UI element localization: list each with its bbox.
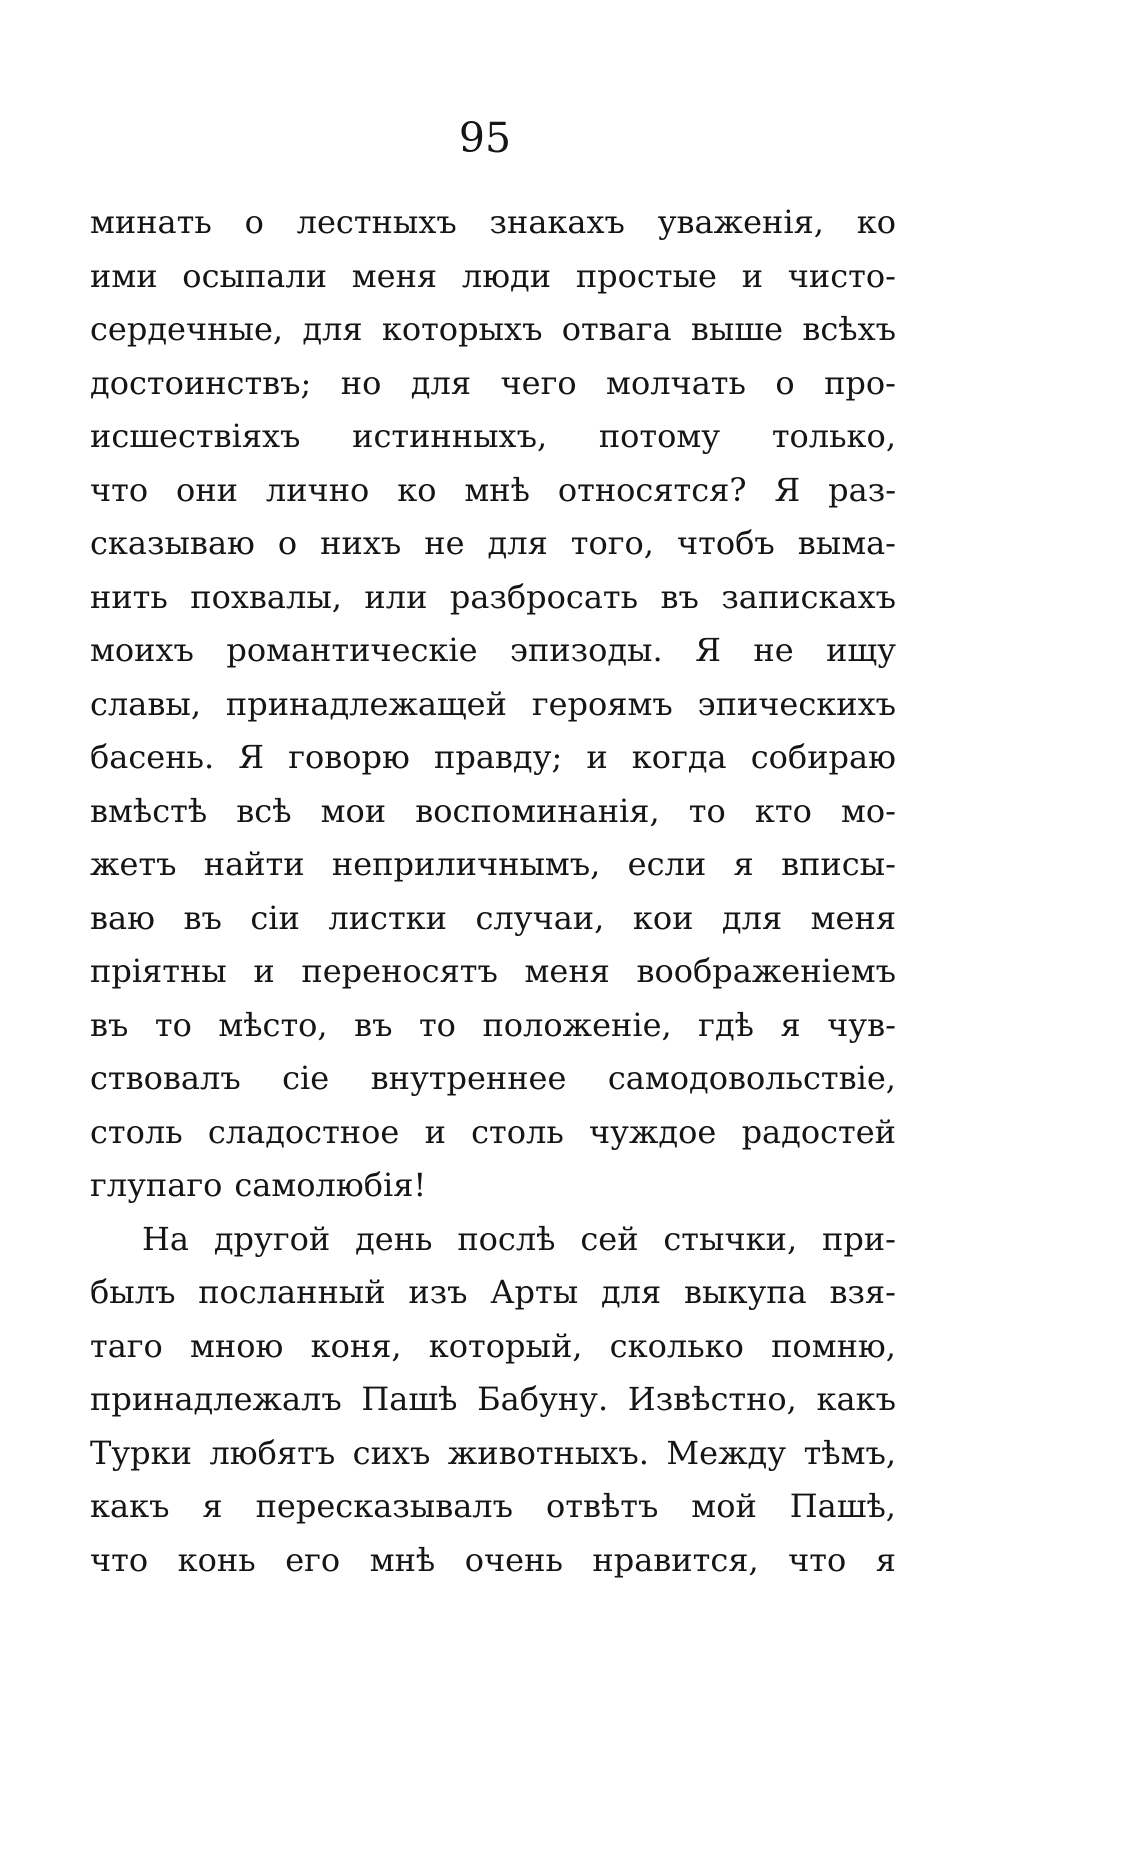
word: и (741, 256, 764, 295)
word: чув- (827, 1005, 896, 1044)
text-line (90, 999, 896, 1053)
word: кто (754, 791, 812, 830)
word: стычки, (663, 1219, 798, 1258)
text-line (90, 1534, 896, 1588)
word: самолюбія! (234, 1166, 427, 1204)
word: и (424, 1112, 446, 1151)
word: столь (90, 1112, 183, 1151)
word: послѣ (457, 1219, 556, 1258)
word: то (688, 791, 726, 830)
word: мѣсто, (218, 1005, 328, 1044)
text-line (90, 785, 896, 839)
word: Я (774, 470, 801, 509)
word: въ (183, 898, 222, 937)
word: или (364, 577, 428, 616)
word: нить (90, 577, 168, 616)
word: всѣ (236, 791, 292, 830)
word: изъ (408, 1273, 468, 1311)
text-line (90, 303, 896, 357)
word: вписы- (781, 845, 896, 883)
word: люди (461, 256, 552, 295)
word: для (487, 524, 548, 562)
text-line (90, 250, 896, 304)
word: запискахъ (721, 577, 896, 616)
word: таго (90, 1326, 163, 1365)
word: они (176, 470, 238, 509)
text-line (90, 1052, 896, 1106)
text-line (90, 1213, 896, 1267)
word: неприличнымъ, (331, 845, 601, 883)
word: только, (771, 417, 896, 455)
text-line (90, 571, 896, 625)
word: молчать (606, 363, 746, 402)
word: другой (213, 1219, 331, 1258)
word: Арты (490, 1273, 579, 1311)
word: славы, (90, 684, 201, 723)
word: который, (428, 1326, 583, 1365)
word: разбросать (449, 577, 639, 616)
word: жетъ (90, 845, 177, 883)
word: для (302, 310, 363, 348)
word: что (90, 1540, 149, 1579)
text-line (90, 624, 896, 678)
word: день (355, 1219, 433, 1258)
word: исшествіяхъ (90, 417, 301, 455)
word: сердечные, (90, 310, 284, 348)
word: мною (190, 1326, 284, 1365)
word: Между (666, 1433, 787, 1472)
word: если (627, 845, 707, 883)
word: достоинствъ; (90, 363, 312, 402)
word: Я (238, 738, 265, 776)
word: ими (90, 256, 158, 295)
word: сколько (609, 1326, 744, 1365)
word: мо- (840, 791, 896, 830)
word: коня, (310, 1326, 402, 1365)
word: я (875, 1540, 896, 1579)
word: я (733, 845, 754, 883)
word: когда (631, 738, 727, 776)
word: принадлежащей (225, 684, 507, 723)
word: былъ (90, 1273, 176, 1311)
word: гдѣ (698, 1005, 754, 1044)
word: ко (856, 203, 896, 241)
word: лестныхъ (296, 203, 457, 241)
word: мнѣ (464, 470, 530, 509)
word: собираю (750, 738, 896, 776)
word: про- (824, 363, 896, 402)
word: отвага (561, 310, 672, 348)
word: для (721, 898, 783, 937)
word: какъ (816, 1380, 896, 1418)
text-line (90, 196, 896, 250)
word: Извѣстно, (627, 1380, 797, 1418)
word: любятъ (209, 1433, 336, 1472)
text-line (90, 1159, 896, 1213)
word: ко (397, 470, 437, 509)
word: сіе (282, 1059, 330, 1097)
word: радостей (741, 1112, 896, 1151)
word: сіи (250, 898, 300, 937)
word: Бабуну. (477, 1380, 609, 1418)
word: положеніе, (482, 1005, 672, 1044)
word: всѣхъ (802, 310, 896, 348)
text-line (90, 410, 896, 464)
word: его (285, 1540, 341, 1579)
word: принадлежалъ (90, 1380, 342, 1418)
word: сладостное (207, 1112, 400, 1151)
word: выше (690, 310, 784, 348)
word: и (586, 738, 608, 776)
text-line (90, 1480, 896, 1534)
text-line (90, 1266, 896, 1320)
word: ваю (90, 898, 155, 937)
word: Я (695, 631, 721, 669)
word: моихъ (90, 631, 194, 669)
page-number: 95 (458, 114, 512, 162)
word: эпическихъ (697, 684, 896, 723)
word: чуждое (589, 1112, 717, 1151)
text-line (90, 945, 896, 999)
word: Пашѣ (361, 1380, 458, 1418)
word: что (788, 1540, 847, 1579)
word: взя- (829, 1273, 896, 1311)
word: и (253, 952, 275, 990)
word: героямъ (531, 684, 673, 723)
page-body-text (90, 196, 896, 1587)
word: потому (598, 417, 721, 455)
word: пересказывалъ (255, 1487, 513, 1525)
word: кои (632, 898, 694, 937)
word: чисто- (787, 256, 896, 295)
text-line (90, 1320, 896, 1374)
word: тѣмъ, (803, 1433, 896, 1472)
word: то (154, 1005, 192, 1044)
word: помню, (771, 1326, 896, 1365)
word: относятся? (557, 470, 747, 509)
word: воображеніемъ (636, 952, 896, 990)
word: я (780, 1005, 801, 1044)
word: ищу (826, 631, 896, 669)
text-line (90, 1427, 896, 1481)
text-line (90, 357, 896, 411)
text-line (90, 1373, 896, 1427)
word: не (753, 631, 794, 669)
word: эпизоды. (510, 631, 663, 669)
word: переносятъ (301, 952, 498, 990)
word: Турки (90, 1433, 192, 1472)
word: что (90, 470, 149, 509)
word: столь (471, 1112, 564, 1151)
word: похвалы, (190, 577, 342, 616)
text-line (90, 678, 896, 732)
word: для (600, 1273, 662, 1311)
word: истинныхъ, (352, 417, 548, 455)
word: внутреннее (370, 1059, 567, 1097)
word: я (202, 1487, 223, 1525)
word: выма- (797, 524, 896, 562)
text-line (90, 464, 896, 518)
word: На (142, 1219, 189, 1258)
word: животныхъ. (447, 1433, 649, 1472)
word: воспоминанія, (415, 791, 660, 830)
text-line (90, 892, 896, 946)
word: чего (500, 363, 577, 402)
word: басень. (90, 738, 215, 776)
word: сказываю (90, 524, 255, 562)
word: но (340, 363, 382, 402)
word: знакахъ (489, 203, 625, 241)
word: пріятны (90, 952, 227, 990)
word: глупаго (90, 1166, 223, 1204)
word: Пашѣ, (789, 1487, 896, 1525)
word: мнѣ (369, 1540, 436, 1579)
word: самодовольствіе, (607, 1059, 896, 1097)
word: чтобъ (676, 524, 775, 562)
word: простые (575, 256, 717, 295)
word: романтическіе (226, 631, 478, 669)
word: того, (570, 524, 654, 562)
word: меня (351, 256, 438, 295)
word: въ (354, 1005, 393, 1044)
word: нравится, (592, 1540, 759, 1579)
word: вмѣстѣ (90, 791, 208, 830)
word: отвѣтъ (545, 1487, 659, 1525)
word: въ (90, 1005, 129, 1044)
word: посланный (198, 1273, 386, 1311)
word: нихъ (320, 524, 402, 562)
word: случаи, (475, 898, 605, 937)
word: раз- (828, 470, 896, 509)
word: листки (328, 898, 447, 937)
word: правду; (434, 738, 563, 776)
word: осыпали (182, 256, 328, 295)
word: для (410, 363, 472, 402)
word: найти (203, 845, 305, 883)
text-line (90, 517, 896, 571)
text-line (90, 838, 896, 892)
word: о (775, 363, 795, 402)
word: конь (177, 1540, 256, 1579)
text-line (90, 1106, 896, 1160)
word: о (244, 203, 264, 241)
word: сей (580, 1219, 639, 1258)
text-line (90, 731, 896, 785)
word: меня (524, 952, 610, 990)
word: которыхъ (381, 310, 543, 348)
word: о (277, 524, 298, 562)
word: мой (691, 1487, 757, 1525)
word: уваженія, (657, 203, 824, 241)
word: меня (810, 898, 896, 937)
word: мои (320, 791, 387, 830)
word: лично (265, 470, 370, 509)
word: то (418, 1005, 456, 1044)
word: очень (464, 1540, 563, 1579)
word: не (424, 524, 465, 562)
word: ствовалъ (90, 1059, 241, 1097)
word: минать (90, 203, 212, 241)
word: выкупа (683, 1273, 807, 1311)
word: сихъ (352, 1433, 431, 1472)
word: въ (660, 577, 699, 616)
word: говорю (288, 738, 410, 776)
word: какъ (90, 1487, 170, 1525)
word: при- (821, 1219, 896, 1258)
